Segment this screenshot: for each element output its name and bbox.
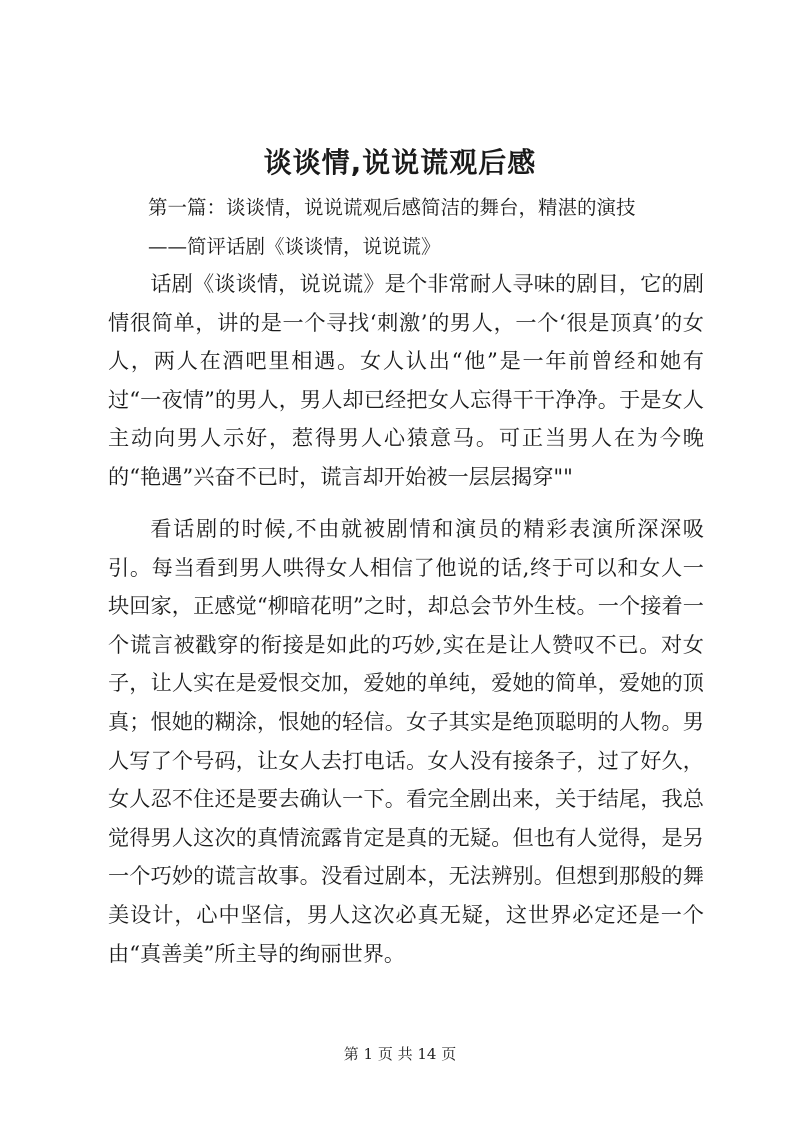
body-paragraph-2: 看话剧的时候,不由就被剧情和演员的精彩表演所深深吸引。每当看到男人哄得女人相信了他说的话,终于可以和女人一块回家，正感觉“柳暗花明”之时，却总会节外生枝。一个接着一个谎言被戳穿的衔接是如此的巧妙,实在是让人赞叹不已。对女子，让人实在是爱恨交加，爱她的单纯，爱她的简单，爱她的顶真；恨她的糊涂，恨她的轻信。女子其实是绝顶聪明的人物。男人写了个号码，让女人去打电话。女人没有接条子，过了好久，女人忍不住还是要去确认一下。看完全剧出来，关于结尾，我总觉得男人这次的真情流露肯定是真的无疑。但也有人觉得，是另一个巧妙的谎言故事。没看过剧本，无法辨别。但想到那般的舞美设计，心中坚信，男人这次必真无疑，这世界必定还是一个由“真善美”所主导的绚丽世界。 xyxy=(108,516,704,966)
body-paragraph-1: 话剧《谈谈情，说说谎》是个非常耐人寻味的剧目，它的剧情很简单，讲的是一个寻找‘刺激’的男人，一个‘很是顶真’的女人，两人在酒吧里相遇。女人认出“他”是一年前曾经和她有过“一夜情”的男人，男人却已经把女人忘得干干净净。于是女人主动向男人示好，惹得男人心猿意马。可正当男人在为今晚的“艳遇”兴奋不已时，谎言却开始被一层层揭穿"" xyxy=(108,271,704,489)
document-title: 谈谈情,说说谎观后感 xyxy=(263,146,537,179)
subtitle-line-2: ——简评话剧《谈谈情，说说谎》 xyxy=(148,235,441,258)
subtitle-line-1: 第一篇：谈谈情，说说谎观后感简洁的舞台，精湛的演技 xyxy=(148,196,636,219)
page-number-footer: 第 1 页 共 14 页 xyxy=(343,1045,457,1063)
